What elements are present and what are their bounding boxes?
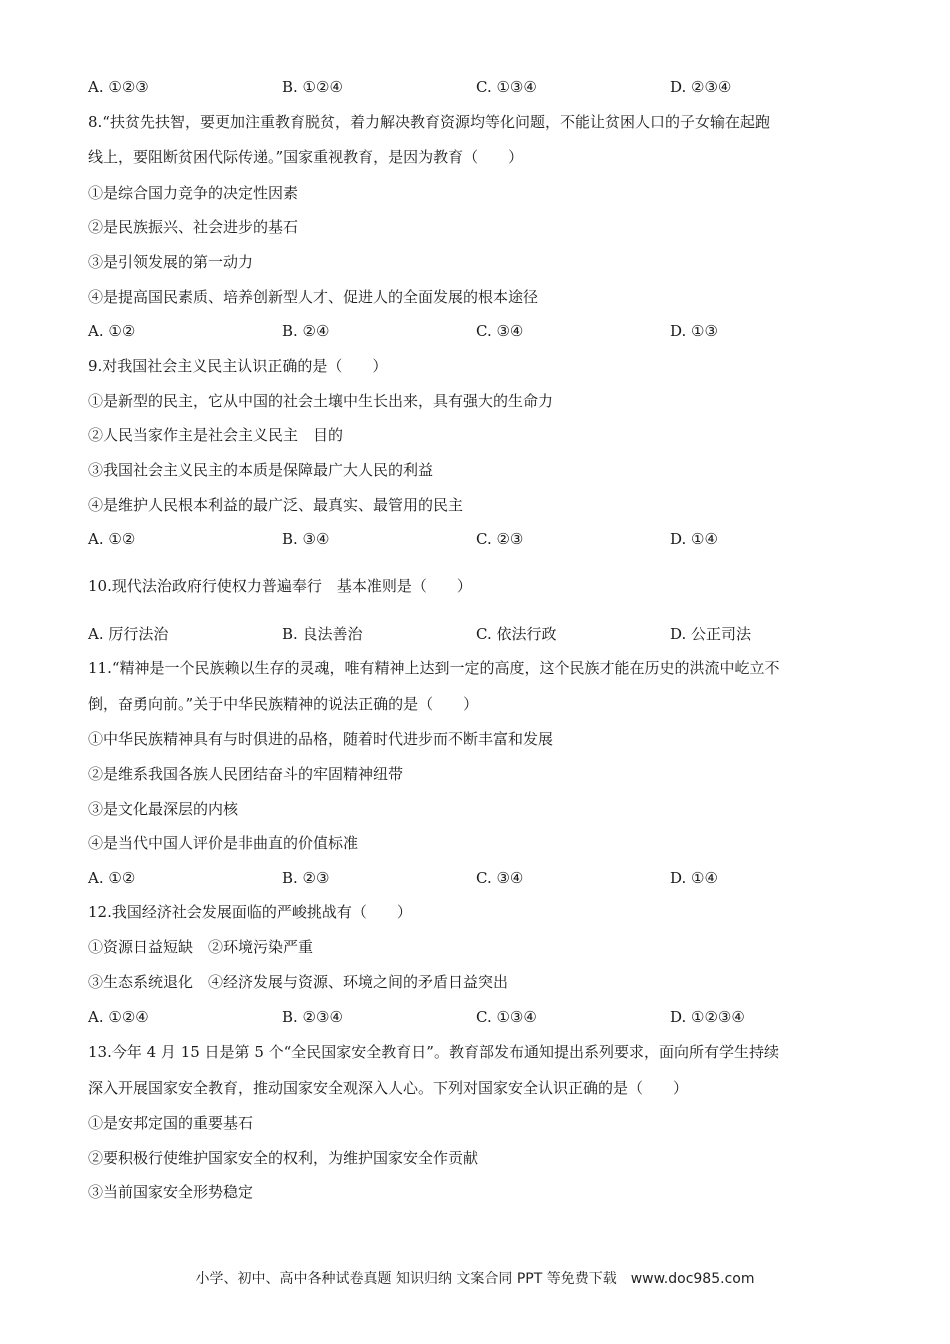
q7-option-c[interactable]: C. ①③④ <box>476 78 537 96</box>
q8-option-d[interactable]: D. ①③ <box>670 322 718 340</box>
q11-option-c[interactable]: C. ③④ <box>476 869 524 887</box>
q12-option-a[interactable]: A. ①②④ <box>88 1008 149 1026</box>
q9-item-4: ④是维护人民根本利益的最广泛、最真实、最管用的民主 <box>88 496 464 514</box>
q10-options <box>88 624 868 644</box>
q8-item-1: ①是综合国力竞争的决定性因素 <box>88 184 299 202</box>
q13-item-2: ②要积极行使维护国家安全的权利，为维护国家安全作贡献 <box>88 1149 479 1167</box>
q10-option-d[interactable]: D. 公正司法 <box>670 625 752 643</box>
q8-item-4: ④是提高国民素质、培养创新型人才、促进人的全面发展的根本途径 <box>88 288 539 306</box>
q13-stem-line2: 深入开展国家安全教育，推动国家安全观深入人心。下列对国家安全认识正确的是（ ） <box>88 1079 689 1097</box>
q11-item-1: ①中华民族精神具有与时俱进的品格，随着时代进步而不断丰富和发展 <box>88 730 554 748</box>
q11-option-d[interactable]: D. ①④ <box>670 869 718 887</box>
q9-option-b[interactable]: B. ③④ <box>282 530 330 548</box>
q11-item-2: ②是维系我国各族人民团结奋斗的牢固精神纽带 <box>88 765 404 783</box>
q10-option-a[interactable]: A. 厉行法治 <box>88 625 169 643</box>
q12-item-1: ①资源日益短缺 ②环境污染严重 <box>88 938 314 956</box>
q12-option-b[interactable]: B. ②③④ <box>282 1008 343 1026</box>
q9-option-d[interactable]: D. ①④ <box>670 530 718 548</box>
q11-option-b[interactable]: B. ②③ <box>282 869 330 887</box>
q12-option-c[interactable]: C. ①③④ <box>476 1008 537 1026</box>
q13-stem-line1: 13.今年 4 月 15 日是第 5 个“全民国家安全教育日”。教育部发布通知提出系列要求，面向所有学生持续 <box>88 1043 779 1061</box>
q7-option-b[interactable]: B. ①②④ <box>282 78 343 96</box>
q8-option-a[interactable]: A. ①② <box>88 322 136 340</box>
q11-stem-line1: 11.“精神是一个民族赖以生存的灵魂，唯有精神上达到一定的高度，这个民族才能在历史的洪流中屹立不 <box>88 659 780 677</box>
q8-stem-line2: 线上，要阻断贫困代际传递。”国家重视教育，是因为教育（ ） <box>88 148 524 166</box>
q9-item-2: ②人民当家作主是社会主义民主 目的 <box>88 426 344 444</box>
q11-options <box>88 868 868 888</box>
q10-stem: 10.现代法治政府行使权力普遍奉行 基本准则是（ ） <box>88 577 472 595</box>
q8-stem-line1: 8.“扶贫先扶智，要更加注重教育脱贫，着力解决教育资源均等化问题，不能让贫困人口的子女输在起跑 <box>88 113 770 131</box>
q7-options <box>88 77 868 97</box>
q12-options <box>88 1007 868 1027</box>
q11-stem-line2: 倒，奋勇向前。”关于中华民族精神的说法正确的是（ ） <box>88 695 479 713</box>
q9-item-1: ①是新型的民主，它从中国的社会土壤中生长出来，具有强大的生命力 <box>88 392 554 410</box>
q9-item-3: ③我国社会主义民主的本质是保障最广大人民的利益 <box>88 461 434 479</box>
q9-option-a[interactable]: A. ①② <box>88 530 136 548</box>
q12-option-d[interactable]: D. ①②③④ <box>670 1008 745 1026</box>
q11-item-3: ③是文化最深层的内核 <box>88 800 239 818</box>
q8-options <box>88 321 868 341</box>
q11-item-4: ④是当代中国人评价是非曲直的价值标准 <box>88 834 359 852</box>
q11-option-a[interactable]: A. ①② <box>88 869 136 887</box>
q9-stem: 9.对我国社会主义民主认识正确的是（ ） <box>88 357 388 375</box>
q13-item-1: ①是安邦定国的重要基石 <box>88 1114 254 1132</box>
q10-option-b[interactable]: B. 良法善治 <box>282 625 363 643</box>
q7-option-d[interactable]: D. ②③④ <box>670 78 732 96</box>
q10-option-c[interactable]: C. 依法行政 <box>476 625 557 643</box>
q12-item-2: ③生态系统退化 ④经济发展与资源、环境之间的矛盾日益突出 <box>88 973 509 991</box>
q12-stem: 12.我国经济社会发展面临的严峻挑战有（ ） <box>88 903 412 921</box>
q9-option-c[interactable]: C. ②③ <box>476 530 524 548</box>
q13-item-3: ③当前国家安全形势稳定 <box>88 1183 254 1201</box>
q8-item-2: ②是民族振兴、社会进步的基石 <box>88 218 299 236</box>
q7-option-a[interactable]: A. ①②③ <box>88 78 149 96</box>
q8-item-3: ③是引领发展的第一动力 <box>88 253 254 271</box>
q9-options <box>88 529 868 549</box>
q8-option-c[interactable]: C. ③④ <box>476 322 524 340</box>
q8-option-b[interactable]: B. ②④ <box>282 322 330 340</box>
page-footer[interactable]: 小学、初中、高中各种试卷真题 知识归纳 文案合同 PPT 等免费下载 www.doc985.com <box>195 1271 755 1287</box>
